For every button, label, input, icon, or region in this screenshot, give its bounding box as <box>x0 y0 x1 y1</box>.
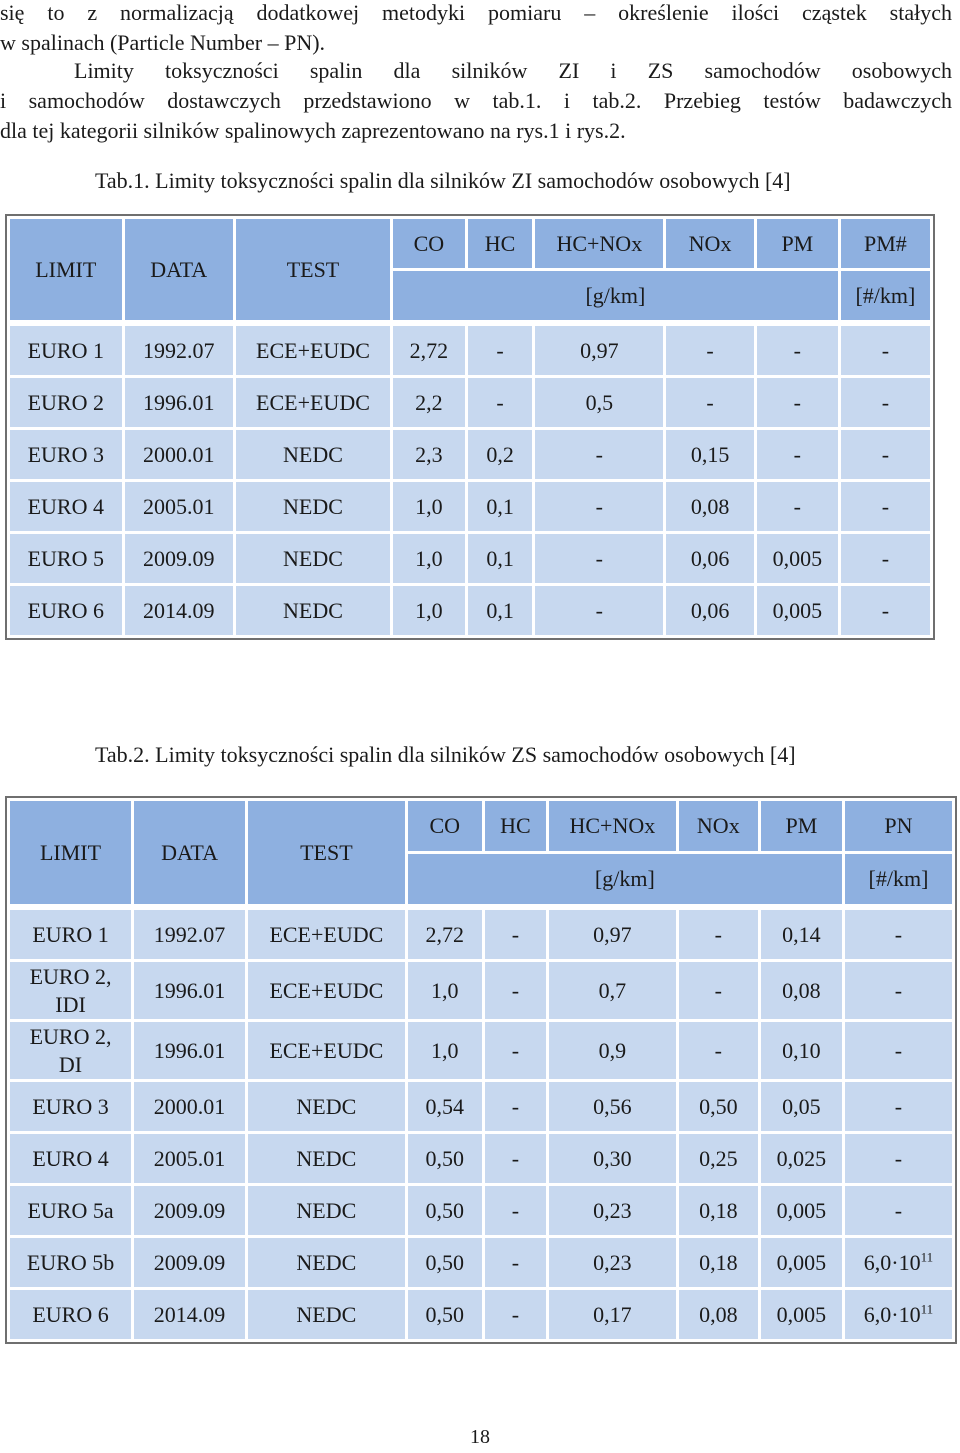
cell-co: 2,2 <box>393 378 465 427</box>
header-unit-count: [#/km] <box>845 854 952 904</box>
cell-co: 0,50 <box>408 1290 482 1339</box>
cell-limit: EURO 5b <box>10 1238 131 1287</box>
cell-test: NEDC <box>236 482 390 531</box>
cell-hc: - <box>485 1238 546 1287</box>
cell-co: 2,72 <box>393 326 465 375</box>
cell-nox: - <box>679 910 758 959</box>
cell-limit: EURO 4 <box>10 1134 131 1183</box>
cell-hc: - <box>485 910 546 959</box>
cell-co: 1,0 <box>393 586 465 635</box>
cell-extra: - <box>841 482 930 531</box>
cell-limit: EURO 6 <box>10 1290 131 1339</box>
cell-hc: 0,2 <box>468 430 533 479</box>
cell-pm: 0,005 <box>761 1238 842 1287</box>
cell-hc: 0,1 <box>468 482 533 531</box>
cell-hc: - <box>485 1082 546 1131</box>
table-row <box>10 1186 952 1235</box>
cell-hcnox: 0,23 <box>549 1186 676 1235</box>
cell-nox: 0,25 <box>679 1134 758 1183</box>
cell-hcnox: 0,56 <box>549 1082 676 1131</box>
cell-nox: 0,06 <box>666 534 754 583</box>
cell-test: ECE+EUDC <box>248 910 405 959</box>
cell-extra: $6,0\cdot 10^{11}$ <box>845 1290 952 1339</box>
cell-nox: - <box>666 378 754 427</box>
cell-hcnox: 0,23 <box>549 1238 676 1287</box>
cell-nox: 0,15 <box>666 430 754 479</box>
limits-paragraph <box>0 56 952 146</box>
cell-extra: - <box>841 586 930 635</box>
cell-hc: - <box>485 1186 546 1235</box>
cell-hc: - <box>485 1022 546 1079</box>
header-pm: PM <box>761 801 842 851</box>
cell-pm: 0,025 <box>761 1134 842 1183</box>
cell-test: ECE+EUDC <box>248 1022 405 1079</box>
cell-hc: - <box>468 326 533 375</box>
cell-limit: EURO 1 <box>10 910 131 959</box>
cell-nox: 0,08 <box>666 482 754 531</box>
cell-data: 1996.01 <box>125 378 233 427</box>
cell-hcnox: - <box>535 586 663 635</box>
cell-limit: EURO 5 <box>10 534 122 583</box>
table-row <box>10 1022 952 1079</box>
cell-co: 2,3 <box>393 430 465 479</box>
header-nox: NOx <box>679 801 758 851</box>
cell-data: 2014.09 <box>134 1290 245 1339</box>
cell-nox: - <box>679 962 758 1019</box>
cell-extra: $6,0\cdot 10^{11}$ <box>845 1238 952 1287</box>
cell-data: 2009.09 <box>125 534 233 583</box>
page-number: 18 <box>470 1426 490 1448</box>
cell-nox: 0,08 <box>679 1290 758 1339</box>
header-unit-gkm: [g/km] <box>408 854 842 904</box>
cell-limit: EURO 6 <box>10 586 122 635</box>
cell-pm: 0,005 <box>757 586 838 635</box>
cell-hc: - <box>468 378 533 427</box>
cell-pm: 0,05 <box>761 1082 842 1131</box>
cell-data: 1996.01 <box>134 962 245 1019</box>
intro-paragraph <box>0 0 952 58</box>
cell-extra: - <box>841 430 930 479</box>
table1-emission-limits-zi <box>5 214 935 640</box>
cell-hc: - <box>485 1290 546 1339</box>
cell-hcnox: 0,30 <box>549 1134 676 1183</box>
header-co: CO <box>408 801 482 851</box>
cell-hcnox: 0,7 <box>549 962 676 1019</box>
text-line: się to z normalizacją dodatkowej metodyki pomiaru – określenie ilości cząstek stałych <box>0 0 952 25</box>
text-line: dla tej kategorii silników spalinowych zaprezentowano na rys.1 i rys.2. <box>0 118 626 143</box>
cell-data: 2009.09 <box>134 1186 245 1235</box>
cell-data: 1992.07 <box>134 910 245 959</box>
cell-co: 0,50 <box>408 1134 482 1183</box>
cell-nox: 0,18 <box>679 1186 758 1235</box>
cell-co: 1,0 <box>393 482 465 531</box>
cell-pm: 0,08 <box>761 962 842 1019</box>
cell-extra: - <box>845 910 952 959</box>
table2-emission-limits-zs <box>5 796 957 1344</box>
header-unit-gkm: [g/km] <box>393 271 838 320</box>
cell-hcnox: 0,5 <box>535 378 663 427</box>
cell-test: NEDC <box>248 1134 405 1183</box>
text-line: i samochodów dostawczych przedstawiono w tab.1. i tab.2. Przebieg testów badawczych <box>0 88 952 113</box>
cell-pm: 0,005 <box>761 1186 842 1235</box>
table-row <box>10 1082 952 1131</box>
header-unit-count: [#/km] <box>841 271 930 320</box>
cell-data: 2014.09 <box>125 586 233 635</box>
header-hcnox: HC+NOx <box>549 801 676 851</box>
table-row <box>10 910 952 959</box>
cell-pm: - <box>757 326 838 375</box>
header-hc: HC <box>468 219 533 268</box>
cell-pm: - <box>757 430 838 479</box>
header-test: TEST <box>248 801 405 904</box>
cell-pm: 0,14 <box>761 910 842 959</box>
header-pm: PM <box>757 219 838 268</box>
cell-limit: EURO 5a <box>10 1186 131 1235</box>
cell-test: NEDC <box>248 1186 405 1235</box>
cell-extra: - <box>845 962 952 1019</box>
header-pn: PN <box>845 801 952 851</box>
cell-pm: 0,005 <box>761 1290 842 1339</box>
cell-test: ECE+EUDC <box>248 962 405 1019</box>
cell-co: 0,54 <box>408 1082 482 1131</box>
cell-hcnox: 0,97 <box>535 326 663 375</box>
cell-pm: - <box>757 482 838 531</box>
cell-nox: 0,18 <box>679 1238 758 1287</box>
table-row <box>10 1238 952 1287</box>
cell-hcnox: 0,9 <box>549 1022 676 1079</box>
header-test: TEST <box>236 219 390 320</box>
cell-co: 0,50 <box>408 1238 482 1287</box>
cell-extra: - <box>845 1022 952 1079</box>
cell-limit: EURO 2, DI <box>10 1022 131 1079</box>
table-row <box>10 326 930 375</box>
cell-limit: EURO 3 <box>10 1082 131 1131</box>
cell-hc: 0,1 <box>468 534 533 583</box>
cell-data: 1992.07 <box>125 326 233 375</box>
cell-pm: 0,10 <box>761 1022 842 1079</box>
cell-co: 1,0 <box>408 962 482 1019</box>
table-row <box>10 1134 952 1183</box>
header-nox: NOx <box>666 219 754 268</box>
cell-hc: 0,1 <box>468 586 533 635</box>
header-data: DATA <box>125 219 233 320</box>
table2-caption: Tab.2. Limity toksyczności spalin dla silników ZS samochodów osobowych [4] <box>95 742 796 767</box>
table-row <box>10 430 930 479</box>
cell-limit: EURO 4 <box>10 482 122 531</box>
table-row <box>10 482 930 531</box>
cell-co: 0,50 <box>408 1186 482 1235</box>
table-row <box>10 586 930 635</box>
header-hc: HC <box>485 801 546 851</box>
text-line: w spalinach (Particle Number – PN). <box>0 30 326 55</box>
cell-data: 2000.01 <box>134 1082 245 1131</box>
cell-hcnox: - <box>535 430 663 479</box>
cell-extra: - <box>841 534 930 583</box>
cell-limit: EURO 3 <box>10 430 122 479</box>
cell-hc: - <box>485 1134 546 1183</box>
cell-extra: - <box>845 1186 952 1235</box>
header-hcnox: HC+NOx <box>535 219 663 268</box>
cell-data: 2000.01 <box>125 430 233 479</box>
cell-pm: - <box>757 378 838 427</box>
header-limit: LIMIT <box>10 801 131 904</box>
cell-data: 2005.01 <box>125 482 233 531</box>
cell-test: NEDC <box>236 430 390 479</box>
table-row <box>10 378 930 427</box>
text-line: Limity toksyczności spalin dla silników ZI i ZS samochodów osobowych <box>74 58 952 83</box>
cell-data: 2005.01 <box>134 1134 245 1183</box>
cell-extra: - <box>841 326 930 375</box>
cell-co: 1,0 <box>393 534 465 583</box>
cell-hcnox: 0,97 <box>549 910 676 959</box>
cell-pm: 0,005 <box>757 534 838 583</box>
table1-caption: Tab.1. Limity toksyczności spalin dla silników ZI samochodów osobowych [4] <box>95 168 791 193</box>
cell-co: 1,0 <box>408 1022 482 1079</box>
cell-co: 2,72 <box>408 910 482 959</box>
cell-limit: EURO 2, IDI <box>10 962 131 1019</box>
cell-test: NEDC <box>236 534 390 583</box>
cell-data: 2009.09 <box>134 1238 245 1287</box>
cell-test: NEDC <box>236 586 390 635</box>
cell-hcnox: - <box>535 534 663 583</box>
cell-test: ECE+EUDC <box>236 378 390 427</box>
cell-nox: 0,50 <box>679 1082 758 1131</box>
header-pm-number: PM# <box>841 219 930 268</box>
cell-extra: - <box>841 378 930 427</box>
cell-hcnox: - <box>535 482 663 531</box>
cell-extra: - <box>845 1134 952 1183</box>
cell-test: ECE+EUDC <box>236 326 390 375</box>
header-co: CO <box>393 219 465 268</box>
cell-hc: - <box>485 962 546 1019</box>
cell-limit: EURO 2 <box>10 378 122 427</box>
cell-test: NEDC <box>248 1082 405 1131</box>
cell-data: 1996.01 <box>134 1022 245 1079</box>
cell-test: NEDC <box>248 1238 405 1287</box>
header-limit: LIMIT <box>10 219 122 320</box>
table-row <box>10 962 952 1019</box>
table-row <box>10 1290 952 1339</box>
cell-nox: - <box>679 1022 758 1079</box>
cell-test: NEDC <box>248 1290 405 1339</box>
cell-limit: EURO 1 <box>10 326 122 375</box>
cell-nox: 0,06 <box>666 586 754 635</box>
table-row <box>10 534 930 583</box>
cell-nox: - <box>666 326 754 375</box>
cell-extra: - <box>845 1082 952 1131</box>
header-data: DATA <box>134 801 245 904</box>
cell-hcnox: 0,17 <box>549 1290 676 1339</box>
